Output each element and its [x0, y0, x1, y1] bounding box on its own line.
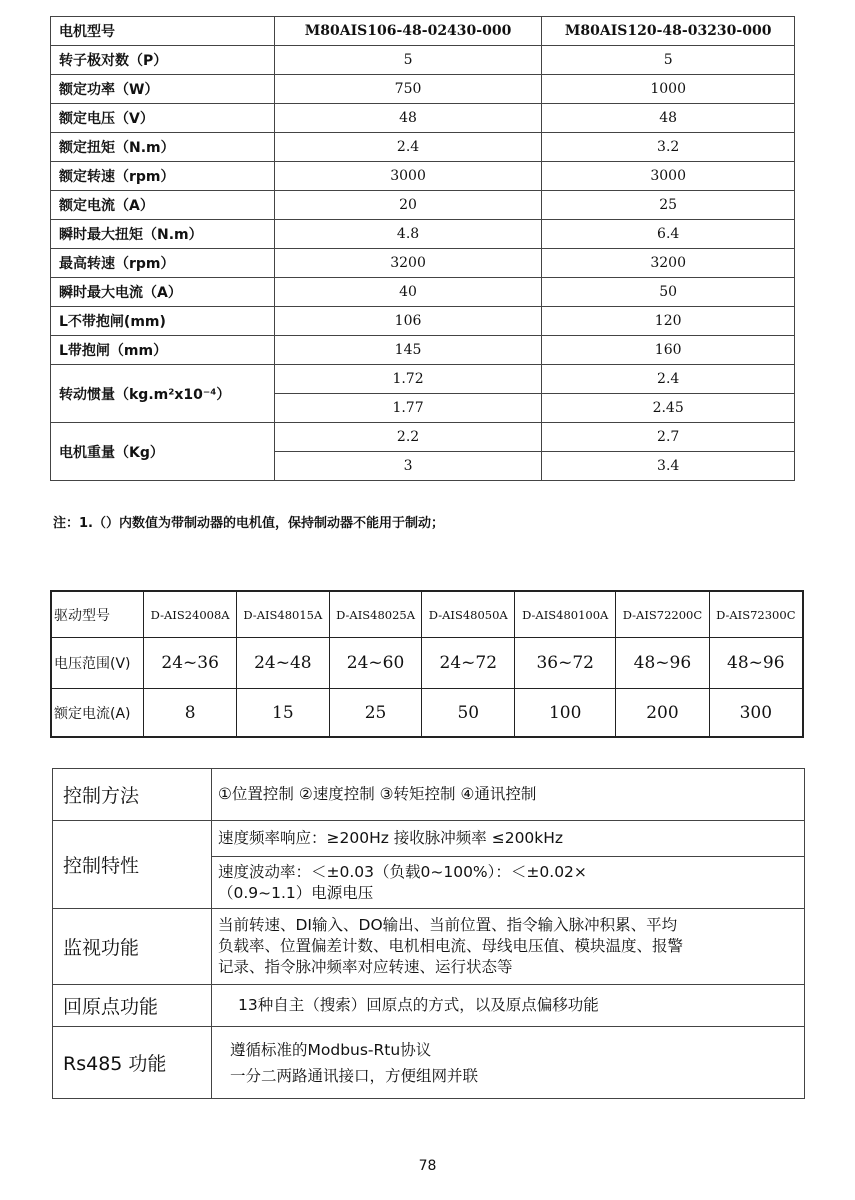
rs485-line1: 遵循标准的Modbus-Rtu协议 [230, 1040, 432, 1059]
cell-value: 1000 [542, 75, 795, 104]
driver-voltage: 24~72 [422, 638, 515, 689]
cell-value: 1.72 [274, 365, 542, 394]
cell-value: 3 [274, 452, 542, 481]
table-row [51, 336, 795, 365]
driver-voltage: 48~96 [709, 638, 803, 689]
driver-voltage-row [51, 638, 803, 689]
homing-label: 回原点功能 [53, 985, 212, 1027]
cell-value: 106 [274, 307, 542, 336]
cell-value: 5 [274, 46, 542, 75]
driver-current: 300 [709, 689, 803, 738]
motor-header-row [51, 17, 795, 46]
driver-current: 200 [616, 689, 709, 738]
cell-value: 3000 [274, 162, 542, 191]
cell-value: 20 [274, 191, 542, 220]
driver-model: D-AIS480100A [515, 591, 616, 638]
homing-value: 13种自主（搜索）回原点的方式，以及原点偏移功能 [212, 985, 805, 1027]
monitor-line2: 负载率、位置偏差计数、电机相电流、母线电压值、模块温度、报警 [218, 937, 684, 955]
monitor-cell [212, 909, 805, 985]
row-label-weight: 电机重量（Kg） [51, 423, 275, 481]
row-label: 额定电压（V） [51, 104, 275, 133]
table-row [51, 75, 795, 104]
driver-voltage-label: 电压范围(V) [51, 638, 144, 689]
motor-model-1: M80AIS106-48-02430-000 [274, 17, 542, 46]
table-row [51, 365, 795, 394]
table-row [51, 220, 795, 249]
driver-current: 8 [144, 689, 237, 738]
control-method-row [53, 769, 805, 821]
table-row [51, 191, 795, 220]
table-row [51, 162, 795, 191]
cell-value: 3.4 [542, 452, 795, 481]
driver-current: 100 [515, 689, 616, 738]
motor-spec-table [50, 16, 795, 481]
rs485-line2: 一分二两路通讯接口，方便组网并联 [230, 1066, 479, 1085]
rs485-label: Rs485 功能 [53, 1027, 212, 1099]
row-label: 额定电流（A） [51, 191, 275, 220]
row-label: 额定转速（rpm） [51, 162, 275, 191]
cell-value: 2.4 [542, 365, 795, 394]
motor-model-label: 电机型号 [51, 17, 275, 46]
cell-value: 25 [542, 191, 795, 220]
table-row [51, 249, 795, 278]
monitor-label: 监视功能 [53, 909, 212, 985]
monitor-line3: 记录、指令脉冲频率对应转速、运行状态等 [218, 958, 513, 976]
driver-model: D-AIS72200C [616, 591, 709, 638]
row-label: L带抱闸（mm） [51, 336, 275, 365]
row-label: 瞬时最大扭矩（N.m） [51, 220, 275, 249]
cell-value: 750 [274, 75, 542, 104]
control-feature-line2: 速度波动率：＜±0.03（负载0~100%）：＜±0.02× [218, 862, 587, 881]
row-label: 转子极对数（P） [51, 46, 275, 75]
footnote: 注：1.（）内数值为带制动器的电机值，保持制动器不能用于制动； [53, 516, 444, 531]
cell-value: 4.8 [274, 220, 542, 249]
cell-value: 48 [274, 104, 542, 133]
control-feature-cell [212, 857, 805, 909]
rs485-cell [212, 1027, 805, 1099]
homing-row [53, 985, 805, 1027]
driver-model: D-AIS48025A [329, 591, 422, 638]
cell-value: 2.7 [542, 423, 795, 452]
driver-voltage: 24~60 [329, 638, 422, 689]
cell-value: 160 [542, 336, 795, 365]
cell-value: 40 [274, 278, 542, 307]
control-feature-line1: 速度频率响应：≥200Hz 接收脉冲频率 ≤200kHz [212, 821, 805, 857]
monitor-line1: 当前转速、DI输入、DO输出、当前位置、指令输入脉冲积累、平均 [218, 916, 678, 934]
cell-value: 3200 [542, 249, 795, 278]
cell-value: 3.2 [542, 133, 795, 162]
driver-voltage: 48~96 [616, 638, 709, 689]
table-row [51, 307, 795, 336]
cell-value: 50 [542, 278, 795, 307]
driver-voltage: 24~48 [237, 638, 330, 689]
table-row [51, 423, 795, 452]
cell-value: 6.4 [542, 220, 795, 249]
cell-value: 120 [542, 307, 795, 336]
row-label: L不带抱闸(mm) [51, 307, 275, 336]
cell-value: 5 [542, 46, 795, 75]
cell-value: 2.45 [542, 394, 795, 423]
cell-value: 1.77 [274, 394, 542, 423]
row-label: 瞬时最大电流（A） [51, 278, 275, 307]
motor-model-2: M80AIS120-48-03230-000 [542, 17, 795, 46]
table-row [51, 278, 795, 307]
driver-current-label: 额定电流(A) [51, 689, 144, 738]
cell-value: 2.2 [274, 423, 542, 452]
control-feature-label: 控制特性 [53, 821, 212, 909]
control-method-value: ①位置控制 ②速度控制 ③转矩控制 ④通讯控制 [212, 769, 805, 821]
driver-spec-table [50, 590, 804, 738]
driver-model-row [51, 591, 803, 638]
rs485-row [53, 1027, 805, 1099]
table-row [51, 104, 795, 133]
table-row [51, 133, 795, 162]
driver-model: D-AIS72300C [709, 591, 803, 638]
page-number: 78 [418, 1158, 437, 1174]
driver-model: D-AIS48015A [237, 591, 330, 638]
row-label: 最高转速（rpm） [51, 249, 275, 278]
row-label: 额定扭矩（N.m） [51, 133, 275, 162]
cell-value: 145 [274, 336, 542, 365]
control-feature-line3: （0.9~1.1）电源电压 [218, 883, 374, 902]
row-label: 额定功率（W） [51, 75, 275, 104]
table-row [51, 46, 795, 75]
driver-model: D-AIS24008A [144, 591, 237, 638]
driver-model: D-AIS48050A [422, 591, 515, 638]
driver-model-label: 驱动型号 [51, 591, 144, 638]
cell-value: 48 [542, 104, 795, 133]
cell-value: 2.4 [274, 133, 542, 162]
row-label-inertia: 转动惯量（kg.m²x10⁻⁴） [51, 365, 275, 423]
control-features-table [52, 768, 805, 1099]
control-feature-row [53, 821, 805, 857]
driver-current-row [51, 689, 803, 738]
driver-current: 15 [237, 689, 330, 738]
driver-current: 25 [329, 689, 422, 738]
driver-voltage: 36~72 [515, 638, 616, 689]
control-method-label: 控制方法 [53, 769, 212, 821]
cell-value: 3200 [274, 249, 542, 278]
driver-current: 50 [422, 689, 515, 738]
monitor-row [53, 909, 805, 985]
cell-value: 3000 [542, 162, 795, 191]
driver-voltage: 24~36 [144, 638, 237, 689]
